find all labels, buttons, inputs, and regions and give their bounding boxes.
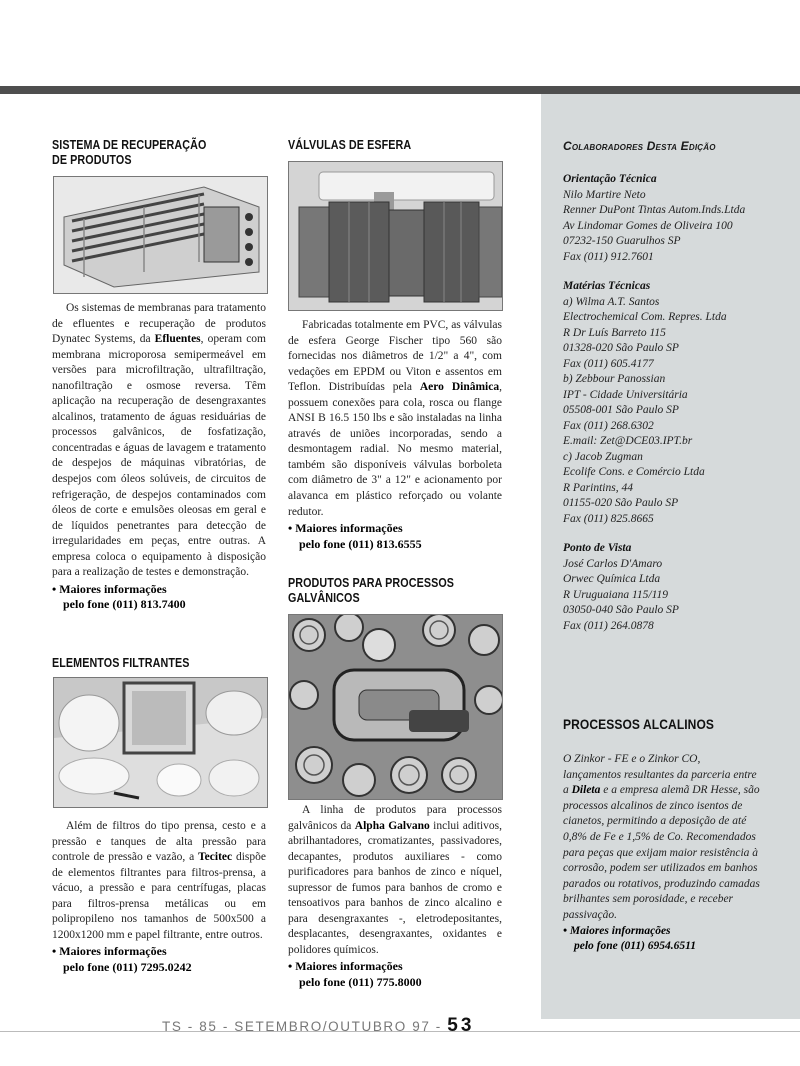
article-body: Além de filtros do tipo prensa, cesto e a pressão e tanques de alta pressão para controle de pressão e vazão, a Tecitec dispõe de elementos filtrantes para filtros-prensa, a vácuo, a pressão e para centrífugas, placas para filtros-prensa metálicas ou em polipropileno nos tamanhos de 500x500 a 1200x1200 mm e papel filtrante, entre outros. • Maiores informações pelo fone (011) 7295.0242: [52, 820, 267, 974]
article-valvulas-esfera: [288, 138, 502, 153]
contributor-group: Matérias Técnicas a) Wilma A.T. Santos Electrochemical Com. Repres. Ltda R Dr Luís Barreto 115 01328-020 São Paulo SP Fax (011) 605.4177 b) Zebbour Panossian IPT - Cidade Universitária 05508-001 São Paulo SP Fax (011) 268.6302 E.mail: Zet@DCE03.IPT.br c) Jacob Zugman Ecolife Cons. e Comércio Ltda R Parintins, 44 01155-020 São Paulo SP Fax (011) 825.8665: [563, 279, 788, 527]
article-processos-alcalinos: [563, 717, 783, 732]
membrane-system-photo: [53, 176, 268, 294]
company-name: Tecitec: [198, 851, 233, 864]
page-footer: [162, 1015, 474, 1037]
article-title: PROCESSOS ALCALINOS: [563, 716, 715, 732]
page-number: 53: [447, 1015, 475, 1036]
contributors-box: [563, 139, 783, 153]
contributor-group: Ponto de Vista José Carlos D'Amaro Orwec Química Ltda R Uruguaiana 115/119 03050-040 São Paulo SP Fax (011) 264.0878: [563, 541, 788, 634]
article-elementos-filtrantes: [52, 656, 266, 671]
contributor-group: Orientação Técnica Nilo Martire Neto Renner DuPont Tintas Autom.Inds.Ltda Av Lindomar Gomes de Oliveira 100 07232-150 Guarulhos SP Fax (011) 912.7601: [563, 172, 788, 265]
company-name: Efluentes: [154, 333, 201, 346]
company-name: Aero Dinâmica: [419, 381, 500, 394]
top-bar: [0, 86, 800, 94]
contact-info: • Maiores informações pelo fone (011) 775.8000: [288, 959, 422, 989]
article-title: ELEMENTOS FILTRANTES: [52, 656, 190, 670]
article-sistema-recuperacao: [52, 138, 266, 168]
group-heading: Orientação Técnica: [563, 173, 657, 185]
article-body: O Zinkor - FE e o Zinkor CO, lançamentos resultantes da parceria entre a Dileta e a empresa alemã DR Hesse, são processos alcalinos de zinco isentos de cianetos, permitindo a deposição de até 0,8% de Fe e 1,5% de Co. Recomendados para peças que exijam maior resistência à corrosão, podem ser utilizados em banhos parados ou rotativos, produzindo camadas brilhantes sem porosidade, e receber passivação. • Maiores informações pelo fone (011) 6954.6511: [563, 752, 761, 955]
company-name: Alpha Galvano: [354, 819, 430, 832]
article-title: VÁLVULAS DE ESFERA: [288, 138, 412, 152]
contact-info: • Maiores informações pelo fone (011) 7295.0242: [52, 944, 192, 974]
article-title: SISTEMA DE RECUPERAÇÃO DE PRODUTOS: [52, 138, 207, 167]
ball-valve-photo: [288, 161, 503, 311]
issue-info: TS - 85 - SETEMBRO/OUTUBRO 97 -: [162, 1019, 442, 1034]
contributors-list: [563, 172, 788, 634]
filter-elements-photo: [53, 677, 268, 808]
contact-info: • Maiores informações pelo fone (011) 813.7400: [52, 581, 186, 612]
article-title: PRODUTOS PARA PROCESSOS GALVÂNICOS: [288, 576, 455, 605]
contributors-title: Colaboradores Desta Edição: [563, 139, 716, 153]
contact-info: • Maiores informações pelo fone (011) 813.6555: [288, 521, 422, 551]
contact-info: • Maiores informações pelo fone (011) 6954.6511: [563, 924, 697, 953]
article-produtos-galvanicos: [288, 576, 502, 606]
company-name: Dileta: [571, 784, 601, 797]
group-heading: Matérias Técnicas: [563, 280, 651, 292]
article-body: A linha de produtos para processos galvânicos da Alpha Galvano inclui aditivos, abrilhantadores, cromatizantes, passivadores, decapantes, produtos auxiliares - como purificadores para banhos de zinco e níquel, supressor de fumos para banhos de cromo e tensoativos para banhos de zinco alcalino e para desengraxantes -, eletrodepositantes, desplacantes, desengraxantes, oxidantes e polidores químicos. • Maiores informações pelo fone (011) 775.8000: [288, 804, 503, 989]
article-body: Os sistemas de membranas para tratamento de efluentes e recuperação de produtos Dynatec Systems, da Efluentes, operam com membrana microporosa semipermeável em versões para microfiltração, ultrafiltração, nanofiltração e osmose reversa. Têm aplicação na recuperação de desengraxantes alcalinos, tratamento de águas residuárias de processos galvânicos, de fosfatização, concentradas e águas de lavagem e tratamento de despejos de máquinas vibratórias, de despejos com óleos solúveis, de circuitos de refrigeração, de despejos contaminados com óleos de corte e emulsões oleosas em geral e de líquidos penetrantes para detecção de irregularidades em peças, entre outras. A empresa coloca o equipamento à disposição para a realização de testes e demonstração. • Maiores informações pelo fone (011) 813.7400: [52, 302, 266, 612]
group-heading: Ponto de Vista: [563, 542, 632, 554]
article-body: Fabricadas totalmente em PVC, as válvulas de esfera George Fischer tipo 560 são fornecidas nos diâmetros de 1/2" a 4", com vedações em EPDM ou Viton e assentos em Teflon. Distribuídas pela Aero Dinâmica, possuem conexões para cola, rosca ou flange ANSI B 16.5 150 lbs e são instaladas na linha através de uniões incorporadas, sendo a desmontagem radial. No mesmo material, também são disponíveis válvulas borboleta com diâmetro de 3" a 12" e acionamento por alavanca em plástico reforçado ou volante redutor. • Maiores informações pelo fone (011) 813.6555: [288, 319, 502, 551]
galvanic-products-photo: [288, 614, 503, 800]
